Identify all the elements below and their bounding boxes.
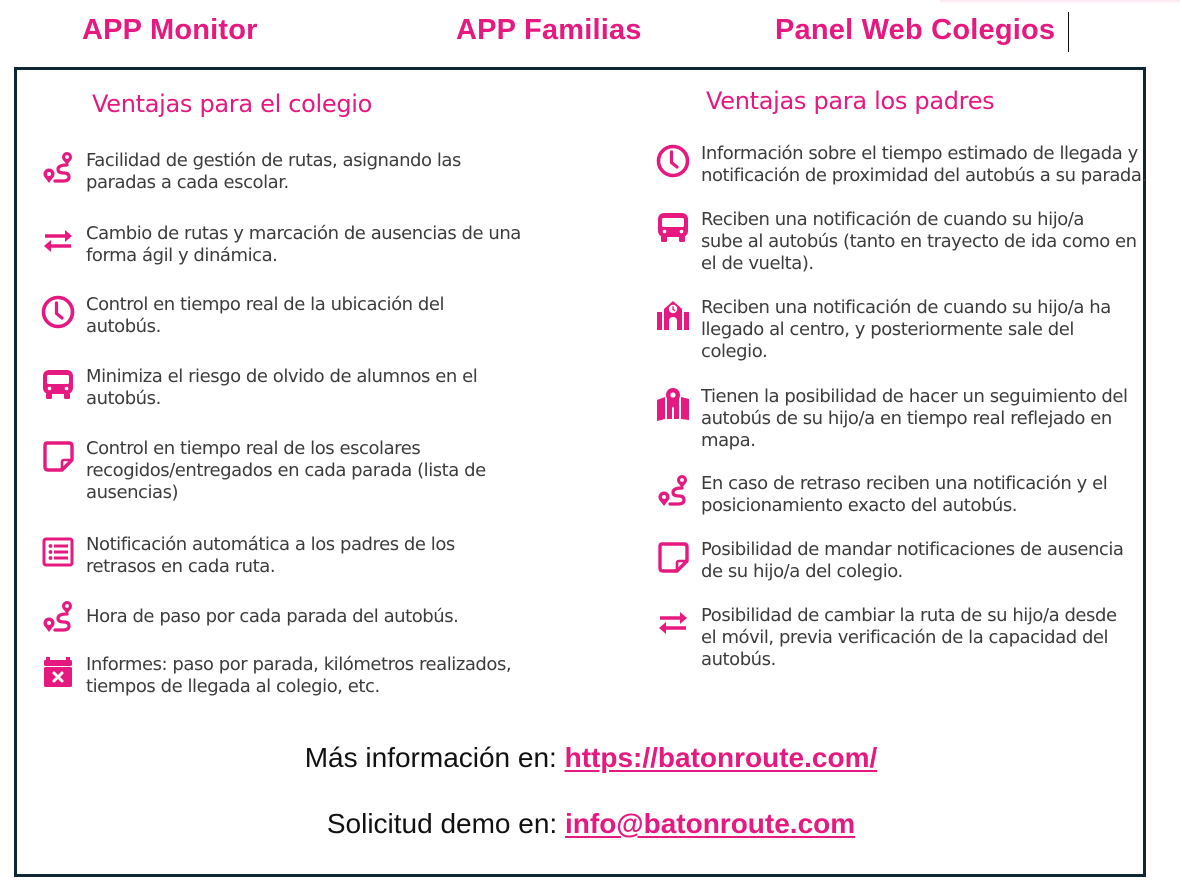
map-pin-icon	[655, 386, 691, 422]
parents-advantage-item	[655, 209, 1137, 275]
text-line: En caso de retraso reciben una notificación y el	[701, 473, 1108, 494]
text-line: Control en tiempo real de la ubicación del	[86, 294, 445, 315]
school-advantage-item	[40, 366, 477, 410]
route-icon	[655, 473, 691, 509]
parents-advantage-item-text	[701, 386, 1128, 452]
parents-advantage-item	[655, 143, 1147, 187]
text-line: Hora de paso por cada parada del autobús.	[86, 606, 459, 627]
title-app-monitor: APP Monitor	[82, 14, 258, 46]
text-line: posicionamiento exacto del autobús.	[701, 495, 1018, 516]
text-line: Minimiza el riesgo de olvido de alumnos en el	[86, 366, 478, 387]
text-line: autobús.	[701, 649, 776, 670]
demo-request-line	[0, 808, 1182, 840]
text-line: el de vuelta).	[701, 253, 814, 274]
text-line: Reciben una notificación de cuando su hijo/a	[701, 209, 1085, 230]
text-line: Posibilidad de mandar notificaciones de ausencia	[701, 539, 1124, 560]
parents-advantage-item-text	[701, 473, 1107, 517]
school-advantage-item-text	[86, 294, 444, 338]
parents-advantage-item	[655, 473, 1107, 517]
demo-request-label: Solicitud demo en:	[326, 808, 565, 839]
calendar-x-icon	[40, 654, 76, 690]
school-advantage-item-text	[86, 654, 511, 698]
bus-icon	[655, 209, 691, 245]
parents-advantages-title: Ventajas para los padres	[706, 87, 995, 115]
text-line: Informes: paso por parada, kilómetros realizados,	[86, 654, 512, 675]
school-advantage-item	[40, 150, 461, 194]
parents-advantage-item	[655, 605, 1117, 671]
text-line: notificación de proximidad del autobús a su parada.	[701, 165, 1147, 186]
parents-advantage-item	[655, 386, 1128, 452]
parents-advantage-item-text	[701, 539, 1124, 583]
more-info-label: Más información en:	[304, 742, 565, 773]
title-app-familias: APP Familias	[456, 14, 642, 46]
text-line: Posibilidad de cambiar la ruta de su hijo/a desde	[701, 605, 1117, 626]
text-line: forma ágil y dinámica.	[86, 245, 278, 266]
swap-arrows-icon	[655, 605, 691, 641]
text-line: mapa.	[701, 430, 756, 451]
school-advantage-item-text	[86, 150, 461, 194]
school-advantage-item	[40, 294, 444, 338]
website-link[interactable]: https://batonroute.com/	[564, 742, 878, 773]
route-icon	[40, 599, 76, 635]
school-advantages-title: Ventajas para el colegio	[92, 90, 373, 118]
text-line: Cambio de rutas y marcación de ausencias de una	[86, 223, 521, 244]
email-link[interactable]: info@batonroute.com	[564, 808, 856, 839]
parents-advantage-item-text	[701, 209, 1137, 275]
school-advantage-item-text	[86, 534, 455, 578]
text-line: autobús de su hijo/a en tiempo real reflejado en	[701, 408, 1112, 429]
text-line: autobús.	[86, 388, 161, 409]
school-advantage-item	[40, 534, 455, 578]
text-cursor	[1068, 12, 1069, 52]
title-panel-web-colegios: Panel Web Colegios	[775, 14, 1056, 46]
text-line: sube al autobús (tanto en trayecto de ida como en	[701, 231, 1137, 252]
text-line: Información sobre el tiempo estimado de llegada y	[701, 143, 1138, 164]
sticky-note-icon	[655, 539, 691, 575]
text-line: paradas a cada escolar.	[86, 172, 289, 193]
text-line: el móvil, previa verificación de la capacidad del	[701, 627, 1109, 648]
text-line: Facilidad de gestión de rutas, asignando las	[86, 150, 461, 171]
clock-icon	[40, 294, 76, 330]
clock-icon	[655, 143, 691, 179]
swap-arrows-icon	[40, 223, 76, 259]
school-advantage-item	[40, 654, 511, 698]
text-line: colegio.	[701, 341, 768, 362]
list-icon	[40, 534, 76, 570]
school-advantage-item	[40, 438, 486, 504]
text-line: tiempos de llegada al colegio, etc.	[86, 676, 380, 697]
parents-advantage-item-text	[701, 297, 1111, 363]
text-line: recogidos/entregados en cada parada (lista de	[86, 460, 486, 481]
parents-advantage-item-text	[701, 143, 1147, 187]
school-advantage-item-text	[86, 606, 458, 628]
bus-icon	[40, 366, 76, 402]
parents-advantage-item	[655, 297, 1111, 363]
text-line: Reciben una notificación de cuando su hijo/a ha	[701, 297, 1111, 318]
text-line: autobús.	[86, 316, 161, 337]
text-line: Control en tiempo real de los escolares	[86, 438, 421, 459]
school-advantage-item-text	[86, 223, 521, 267]
text-line: de su hijo/a del colegio.	[701, 561, 903, 582]
text-line: Tienen la posibilidad de hacer un seguimiento del	[701, 386, 1128, 407]
school-advantage-item	[40, 606, 458, 635]
school-advantage-item	[40, 223, 521, 267]
school-advantage-item-text	[86, 366, 477, 410]
route-icon	[40, 150, 76, 186]
more-info-line	[0, 742, 1182, 774]
text-line: retrasos en cada ruta.	[86, 556, 276, 577]
text-line: ausencias)	[86, 482, 179, 503]
sticky-note-icon	[40, 438, 76, 474]
text-line: Notificación automática a los padres de los	[86, 534, 455, 555]
parents-advantage-item	[655, 539, 1124, 583]
parents-advantage-item-text	[701, 605, 1117, 671]
school-icon	[655, 297, 691, 333]
top-edge-glow	[940, 0, 1180, 4]
school-advantage-item-text	[86, 438, 486, 504]
text-line: llegado al centro, y posteriormente sale del	[701, 319, 1074, 340]
